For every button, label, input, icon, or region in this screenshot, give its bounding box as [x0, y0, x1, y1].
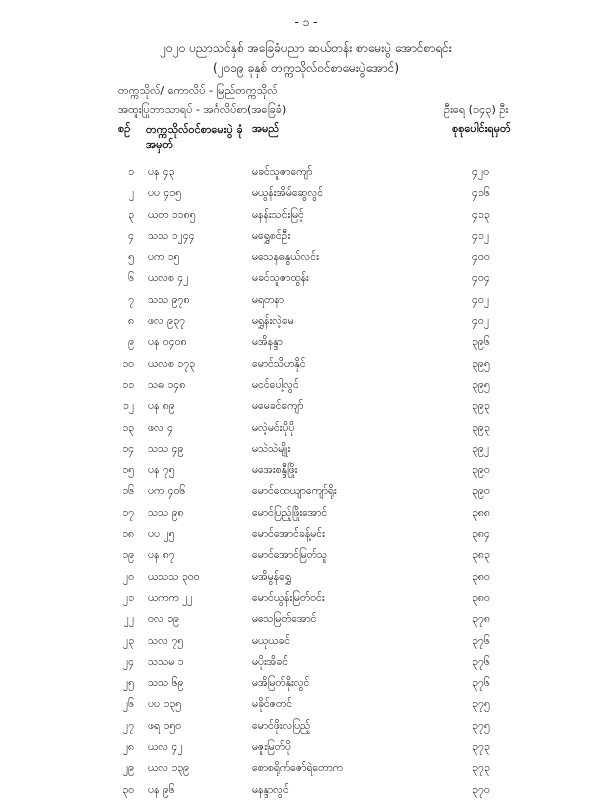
roll-number: သသ ၁၂၄၄ [148, 229, 195, 242]
table-row [0, 741, 612, 762]
table-row [0, 677, 612, 698]
row-number: ၂၆ [122, 698, 134, 711]
row-number: ၃၀ [122, 783, 134, 796]
table-row [0, 613, 612, 634]
row-number: ၁၄ [122, 442, 134, 455]
table-row [0, 443, 612, 464]
total-score: ၄၁၃ [472, 208, 490, 221]
student-name: မအေးစန္ဒီဖြိုး [252, 464, 298, 477]
student-name: မသဲသဲမျိုး [252, 442, 291, 455]
total-score: ၄၀၂ [472, 315, 489, 328]
table-row [0, 251, 612, 272]
header-score: စုစုပေါင်းရမှတ် [452, 122, 511, 135]
total-score: ၃၉၅ [472, 378, 490, 391]
table-row [0, 635, 612, 656]
table-row [0, 187, 612, 208]
row-number: ၁၁ [122, 378, 134, 391]
row-number: ၂၂ [123, 613, 134, 626]
roll-number: သသ ၄၉ [148, 442, 184, 455]
row-number: ၂၄ [122, 655, 134, 668]
roll-number: ပပ ၄၁၅ [148, 187, 182, 200]
student-name: မောင်အောင်မြတ်သူ [252, 549, 328, 562]
table-row [0, 698, 612, 719]
total-score: ၃၈၀ [472, 591, 490, 604]
roll-number: ယလစ ၁၇၃ [148, 357, 195, 370]
total-score: ၃၉၀ [472, 464, 490, 477]
student-name: မယွန်းအိမ်ဆွေလွင် [252, 187, 324, 200]
total-score: ၃၈၀ [472, 570, 490, 583]
row-number: ၂၃ [122, 634, 134, 647]
row-number: ၄ [128, 229, 134, 242]
roll-number: ဖလ ၄ [148, 421, 174, 434]
page-number: - ၁ - [294, 15, 318, 29]
table-row [0, 720, 612, 741]
student-name: မဇူးမြတ်ပို [252, 741, 291, 754]
table-row [0, 571, 612, 592]
total-score: ၄၁၆ [472, 187, 490, 200]
row-number: ၉ [128, 336, 134, 349]
total-score: ၃၉၂ [472, 442, 489, 455]
table-row [0, 294, 612, 315]
total-score: ၄၁၂ [472, 229, 489, 242]
table-row [0, 315, 612, 336]
total-score: ၃၇၆ [472, 677, 490, 690]
total-score: ၄၀၂ [472, 293, 489, 306]
table-row [0, 358, 612, 379]
row-number: ၂၇ [122, 719, 134, 732]
student-name: မောင်ပြည့်ဖြိုးအောင် [252, 506, 328, 519]
total-score: ၃၈၄ [472, 528, 490, 541]
roll-number: သသ ၉၈ [148, 506, 184, 519]
student-name: စောစရိုက်ဇော်ရဲတောက [252, 762, 343, 775]
roll-number: ပန ၉၆ [148, 783, 175, 796]
table-row [0, 656, 612, 677]
student-name: မပိုးအိခင် [252, 655, 289, 668]
total-score: ၃၇၅ [472, 719, 490, 732]
table-row [0, 230, 612, 251]
row-number: ၂၈ [122, 741, 134, 754]
student-name: မအိမြတ်နိုးလွင် [252, 677, 310, 690]
student-name: မသေမြတ်အောင် [252, 613, 317, 626]
student-name: မရွှေစင်ဦး [252, 229, 291, 242]
student-name: မလဲ့မင်းပိုပို [252, 421, 295, 434]
total-score: ၄၀၀ [472, 251, 490, 264]
total-score: ၃၉၃ [472, 400, 490, 413]
header-name: အမည် [252, 122, 280, 135]
row-number: ၁၆ [122, 485, 134, 498]
student-name: မယုယခင် [252, 634, 291, 647]
student-name: မခိုင်ဇတင် [252, 698, 293, 711]
total-score: ၃၉၃ [472, 421, 490, 434]
roll-number: သသ ၉၇၈ [148, 293, 190, 306]
total-score: ၃၉၆ [472, 336, 490, 349]
roll-number: ယသသ ၃၀၀ [148, 570, 200, 583]
total-score: ၃၇၆ [472, 655, 490, 668]
table-row [0, 336, 612, 357]
roll-number: ဖလ ၉၃၇ [148, 315, 185, 328]
row-number: ၁၅ [122, 464, 134, 477]
total-score: ၃၉၀ [472, 485, 490, 498]
total-score: ၃၇၈ [472, 613, 490, 626]
roll-number: သသမ ၁ [148, 655, 184, 668]
total-score: ၃၇၆ [472, 634, 490, 647]
row-number: ၂၁ [122, 591, 134, 604]
student-name: မအိမွန်ရွှေ [252, 570, 292, 583]
row-number: ၁၈ [122, 528, 134, 541]
student-name: မရတနာ [252, 293, 285, 306]
student-name: မရွှန်းလဲ့မေ [252, 315, 294, 328]
total-score: ၄၀၄ [472, 272, 490, 285]
row-number: ၂ [128, 187, 134, 200]
total-score: ၃၇၀ [472, 783, 490, 796]
row-number: ၂၉ [122, 762, 134, 775]
roll-number: ပက ၄၀၆ [148, 485, 186, 498]
total-score: ၃၇၅ [472, 698, 490, 711]
row-number: ၁၇ [122, 506, 134, 519]
row-number: ၁၂ [122, 400, 134, 413]
student-name: မမေခင်ကျော် [252, 400, 304, 413]
total-score: ၃၉၅ [472, 357, 490, 370]
table-row [0, 272, 612, 293]
roll-number: ပန ၇၅ [148, 464, 175, 477]
student-name: မနန္ဒာလွင် [252, 783, 289, 796]
row-number: ၁၉ [122, 549, 134, 562]
total-score: ၃၇၃ [472, 741, 490, 754]
table-row [0, 549, 612, 570]
table-row [0, 592, 612, 613]
table-row [0, 762, 612, 783]
roll-number: ပန ၀၄၀၈ [148, 336, 187, 349]
roll-number: သဓ ၁၄၈ [148, 378, 186, 391]
roll-number: ယလ ၁၃၉ [148, 762, 190, 775]
table-row [0, 464, 612, 485]
count-line: ဦးရေ (၁၄၃) ဦး [444, 103, 509, 116]
roll-number: ပပ ၁၃၅ [148, 698, 182, 711]
student-name: မအိနန္ဒာ [252, 336, 283, 349]
roll-number: ပန ၈၇ [148, 549, 175, 562]
table-row [0, 507, 612, 528]
table-row [0, 209, 612, 230]
row-number: ၇ [128, 293, 134, 306]
student-name: မငင်ပေါ့လွင် [252, 378, 299, 391]
student-name: မောင်အောင်ခန့်မင်း [252, 528, 325, 541]
row-number: ၁၃ [122, 421, 134, 434]
student-name: မောင်ယွန်းမြတ်ဝင်း [252, 591, 325, 604]
student-name: မောင်ထေယျာကျော်ရိုး [252, 485, 337, 498]
table-row [0, 166, 612, 187]
roll-number: သသ ၆၉ [148, 677, 184, 690]
roll-number: ပန ၄၃ [148, 166, 175, 178]
student-name: မခင်သူဇာကျော် [252, 166, 313, 178]
header-roll: တက္ကသိုလ်ဝင်စာမေးပွဲ ခုံအမှတ် [146, 123, 243, 151]
university-line: တက္ကသိုလ်/ ကောလိပ် - မြည်တက္ကသိုလ် [118, 84, 278, 97]
table-row [0, 379, 612, 400]
table-row [0, 400, 612, 421]
roll-number: ဝလ ၁၉ [148, 613, 179, 626]
roll-number: ယလ ၄၂ [148, 741, 183, 754]
row-number: ၁ [128, 166, 134, 178]
table-row [0, 485, 612, 506]
student-name: မောင်ဖိုးလပြည့် [252, 719, 311, 732]
roll-number: ပပ ၂၅ [148, 528, 175, 541]
row-number: ၂၀ [122, 570, 134, 583]
row-number: ၂၅ [122, 677, 134, 690]
table-row [0, 784, 612, 805]
row-number: ၃ [128, 208, 134, 221]
roll-number: ပက ၁၅ [148, 251, 180, 264]
roll-number: ပန ၈၉ [148, 400, 175, 413]
table-row [0, 422, 612, 443]
results-table [0, 166, 612, 805]
total-score: ၃၈၈ [472, 506, 490, 519]
major-line: အထူးပြုဘာသာရပ် - အင်္ဂလိပ်စာ(အခြေခံ) [118, 103, 287, 116]
roll-number: ယလစ ၄၂ [148, 272, 189, 285]
roll-number: ယတ ၁၁၈၅ [148, 208, 196, 221]
student-name: မောင်သိဟနိုင် [252, 357, 306, 370]
student-name: မနန်းသင်းမြင့် [252, 208, 304, 221]
student-name: မခင်သူဇာထွန်း [252, 272, 309, 285]
student-name: မသေနဓနွယ်လင်း [252, 251, 319, 264]
document-title: ၂၀၂၀ ပညာသင်နှစ် အခြေခံပညာ ဆယ်တန်း စာမေးပွဲ အောင်စာရင်း [160, 41, 452, 55]
total-score: ၃၇၃ [472, 762, 490, 775]
row-number: ၆ [128, 272, 134, 285]
row-number: ၈ [128, 315, 134, 328]
row-number: ၁၀ [122, 357, 134, 370]
total-score: ၄၂၀ [472, 166, 489, 178]
table-row [0, 528, 612, 549]
total-score: ၃၈၃ [472, 549, 490, 562]
roll-number: ဖရ ၁၅၀ [148, 719, 182, 732]
roll-number: သလ ၇၅ [148, 634, 184, 647]
roll-number: ယကက ၂၂ [148, 591, 193, 604]
document-subtitle: (၂၀၁၉ ခုနှစ် တက္ကသိုလ်ဝင်စာမေးပွဲအောင်) [212, 61, 400, 75]
row-number: ၅ [128, 251, 134, 264]
header-no: စဉ် [118, 122, 131, 135]
